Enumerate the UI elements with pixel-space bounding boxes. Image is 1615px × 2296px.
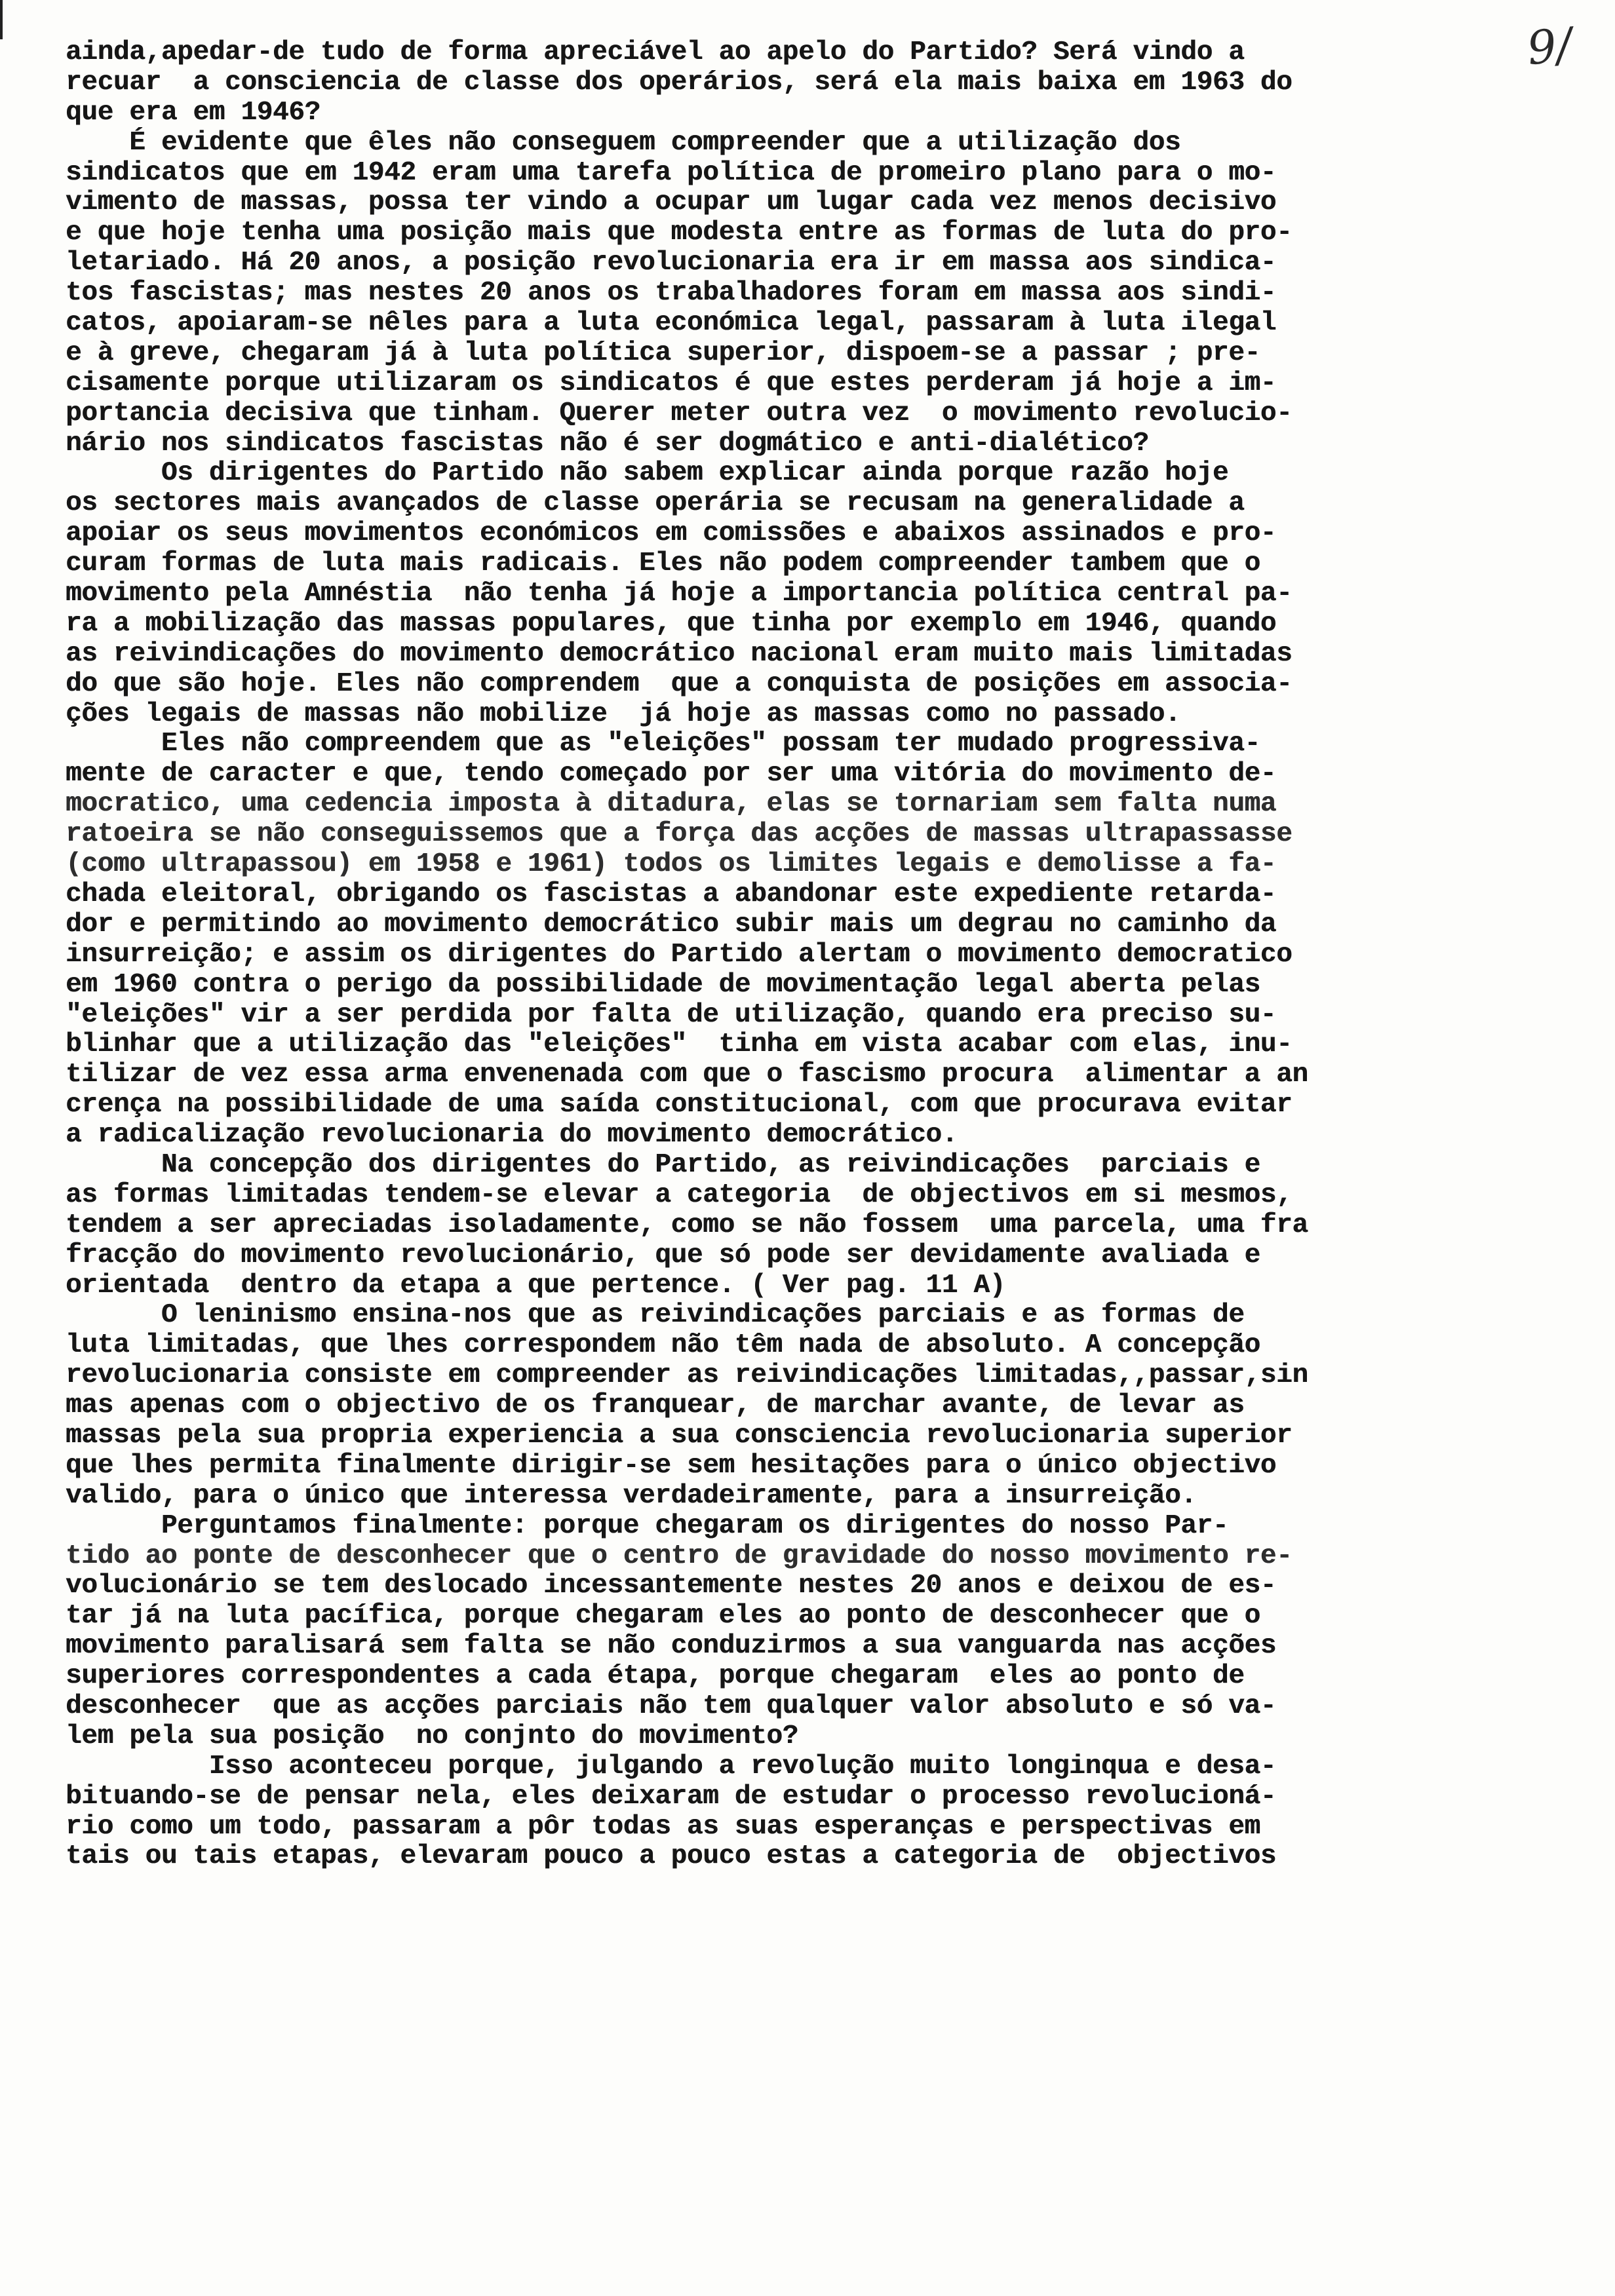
text-line: recuar a consciencia de classe dos operários, será ela mais baixa em 1963 do: [66, 67, 1293, 98]
text-line: fracção do movimento revolucionário, que só pode ser devidamente avaliada e: [66, 1240, 1260, 1271]
text-line: (como ultrapassou) em 1958 e 1961) todos os limites legais e demolisse a fa-: [66, 849, 1277, 880]
text-line: Na concepção dos dirigentes do Partido, as reivindicações parciais e: [66, 1149, 1260, 1180]
text-line: as reivindicações do movimento democrático nacional eram muito mais limitadas: [66, 638, 1293, 669]
text-line: massas pela sua propria experiencia a sua consciencia revolucionaria superior: [66, 1420, 1293, 1451]
text-line: em 1960 contra o perigo da possibilidade de movimentação legal aberta pelas: [66, 969, 1260, 1000]
text-line: Eles não compreendem que as "eleições" possam ter mudado progressiva-: [66, 729, 1260, 759]
text-line: "eleições" vir a ser perdida por falta de utilização, quando era preciso su-: [66, 999, 1277, 1030]
text-line: que era em 1946?: [66, 97, 321, 128]
text-line: tendem a ser apreciadas isoladamente, como se não fossem uma parcela, uma fra: [66, 1210, 1308, 1240]
text-line: O leninismo ensina-nos que as reivindicações parciais e as formas de: [66, 1300, 1245, 1331]
text-line: cisamente porque utilizaram os sindicatos é que estes perderam já hoje a im-: [66, 368, 1277, 398]
text-line: bituando-se de pensar nela, eles deixaram de estudar o processo revolucioná-: [66, 1781, 1277, 1812]
text-line: tais ou tais etapas, elevaram pouco a pouco estas a categoria de objectivos: [66, 1841, 1277, 1872]
text-line: mocratico, uma cedencia imposta à ditadura, elas se tornariam sem falta numa: [66, 789, 1277, 820]
text-line: letariado. Há 20 anos, a posição revolucionaria era ir em massa aos sindica-: [66, 248, 1277, 278]
text-line: desconhecer que as acções parciais não tem qualquer valor absoluto e só va-: [66, 1691, 1277, 1721]
page-number: 9/: [1524, 17, 1575, 76]
text-line: ratoeira se não conseguissemos que a força das acções de massas ultrapassasse: [66, 819, 1293, 850]
text-line: vimento de massas, possa ter vindo a ocupar um lugar cada vez menos decisivo: [66, 187, 1277, 218]
text-line: ainda,apedar-de tudo de forma apreciável ao apelo do Partido? Será vindo a: [66, 37, 1245, 67]
text-line: e à greve, chegaram já à luta política superior, dispoem-se a passar ; pre-: [66, 337, 1260, 368]
scan-edge-mark: [0, 0, 3, 39]
text-line: Os dirigentes do Partido não sabem explicar ainda porque razão hoje: [66, 458, 1229, 489]
text-line: catos, apoiaram-se nêles para a luta económica legal, passaram à luta ilegal: [66, 308, 1277, 339]
text-line: as formas limitadas tendem-se elevar a categoria de objectivos em si mesmos,: [66, 1179, 1293, 1210]
text-line: tos fascistas; mas nestes 20 anos os trabalhadores foram em massa aos sindi-: [66, 278, 1277, 309]
text-line: os sectores mais avançados de classe operária se recusam na generalidade a: [66, 488, 1245, 519]
text-line: orientada dentro da etapa a que pertence. ( Ver pag. 11 A): [66, 1270, 1005, 1301]
text-line: É evidente que êles não conseguem compreender que a utilização dos: [66, 127, 1181, 158]
text-line: valido, para o único que interessa verdadeiramente, para a insurreição.: [66, 1480, 1197, 1511]
text-line: sindicatos que em 1942 eram uma tarefa política de promeiro plano para o mo-: [66, 157, 1277, 188]
text-line: insurreição; e assim os dirigentes do Partido alertam o movimento democratico: [66, 939, 1293, 970]
text-line: movimento paralisará sem falta se não conduzirmos a sua vanguarda nas acções: [66, 1631, 1277, 1662]
text-line: revolucionaria consiste em compreender as reivindicações limitadas,,passar,sin: [66, 1360, 1308, 1391]
text-line: curam formas de luta mais radicais. Eles não podem compreender tambem que o: [66, 548, 1260, 579]
text-line: rio como um todo, passaram a pôr todas as suas esperanças e perspectivas em: [66, 1811, 1260, 1842]
text-line: a radicalização revolucionaria do movimento democrático.: [66, 1120, 958, 1151]
text-line: volucionário se tem deslocado incessantemente nestes 20 anos e deixou de es-: [66, 1571, 1277, 1601]
text-line: movimento pela Amnéstia não tenha já hoje a importancia política central pa-: [66, 579, 1293, 609]
text-line: blinhar que a utilização das "eleições" tinha em vista acabar com elas, inu-: [66, 1029, 1293, 1060]
text-line: tido ao ponte de desconhecer que o centro de gravidade do nosso movimento re-: [66, 1540, 1293, 1571]
text-line: do que são hoje. Eles não comprendem que a conquista de posições em associa-: [66, 668, 1293, 699]
text-line: tar já na luta pacífica, porque chegaram eles ao ponto de desconhecer que o: [66, 1601, 1260, 1632]
text-line: portancia decisiva que tinham. Querer meter outra vez o movimento revolucio-: [66, 398, 1293, 429]
text-line: superiores correspondentes a cada étapa, porque chegaram eles ao ponto de: [66, 1661, 1245, 1692]
document-body: [66, 38, 1573, 1872]
text-line: lem pela sua posição no conjnto do movimento?: [66, 1721, 798, 1751]
text-line: mas apenas com o objectivo de os franquear, de marchar avante, de levar as: [66, 1390, 1245, 1421]
text-line: apoiar os seus movimentos económicos em comissões e abaixos assinados e pro-: [66, 518, 1277, 549]
text-line: tilizar de vez essa arma envenenada com que o fascismo procura alimentar a an: [66, 1060, 1308, 1090]
text-line: Perguntamos finalmente: porque chegaram os dirigentes do nosso Par-: [66, 1510, 1229, 1541]
text-line: mente de caracter e que, tendo começado por ser uma vitória do movimento de-: [66, 759, 1277, 790]
text-line: ções legais de massas não mobilize já hoje as massas como no passado.: [66, 698, 1181, 729]
text-line: Isso aconteceu porque, julgando a revolução muito longinqua e desa-: [66, 1751, 1277, 1782]
text-line: chada eleitoral, obrigando os fascistas a abandonar este expediente retarda-: [66, 879, 1277, 909]
text-line: nário nos sindicatos fascistas não é ser dogmático e anti-dialético?: [66, 428, 1149, 459]
text-line: ra a mobilização das massas populares, que tinha por exemplo em 1946, quando: [66, 608, 1277, 639]
text-line: luta limitadas, que lhes correspondem não têm nada de absoluto. A concepção: [66, 1330, 1260, 1361]
text-line: que lhes permita finalmente dirigir-se sem hesitações para o único objectivo: [66, 1450, 1277, 1481]
text-line: e que hoje tenha uma posição mais que modesta entre as formas de luta do pro-: [66, 218, 1293, 248]
text-line: crença na possibilidade de uma saída constitucional, com que procurava evitar: [66, 1090, 1293, 1120]
text-line: dor e permitindo ao movimento democrático subir mais um degrau no caminho da: [66, 909, 1277, 940]
